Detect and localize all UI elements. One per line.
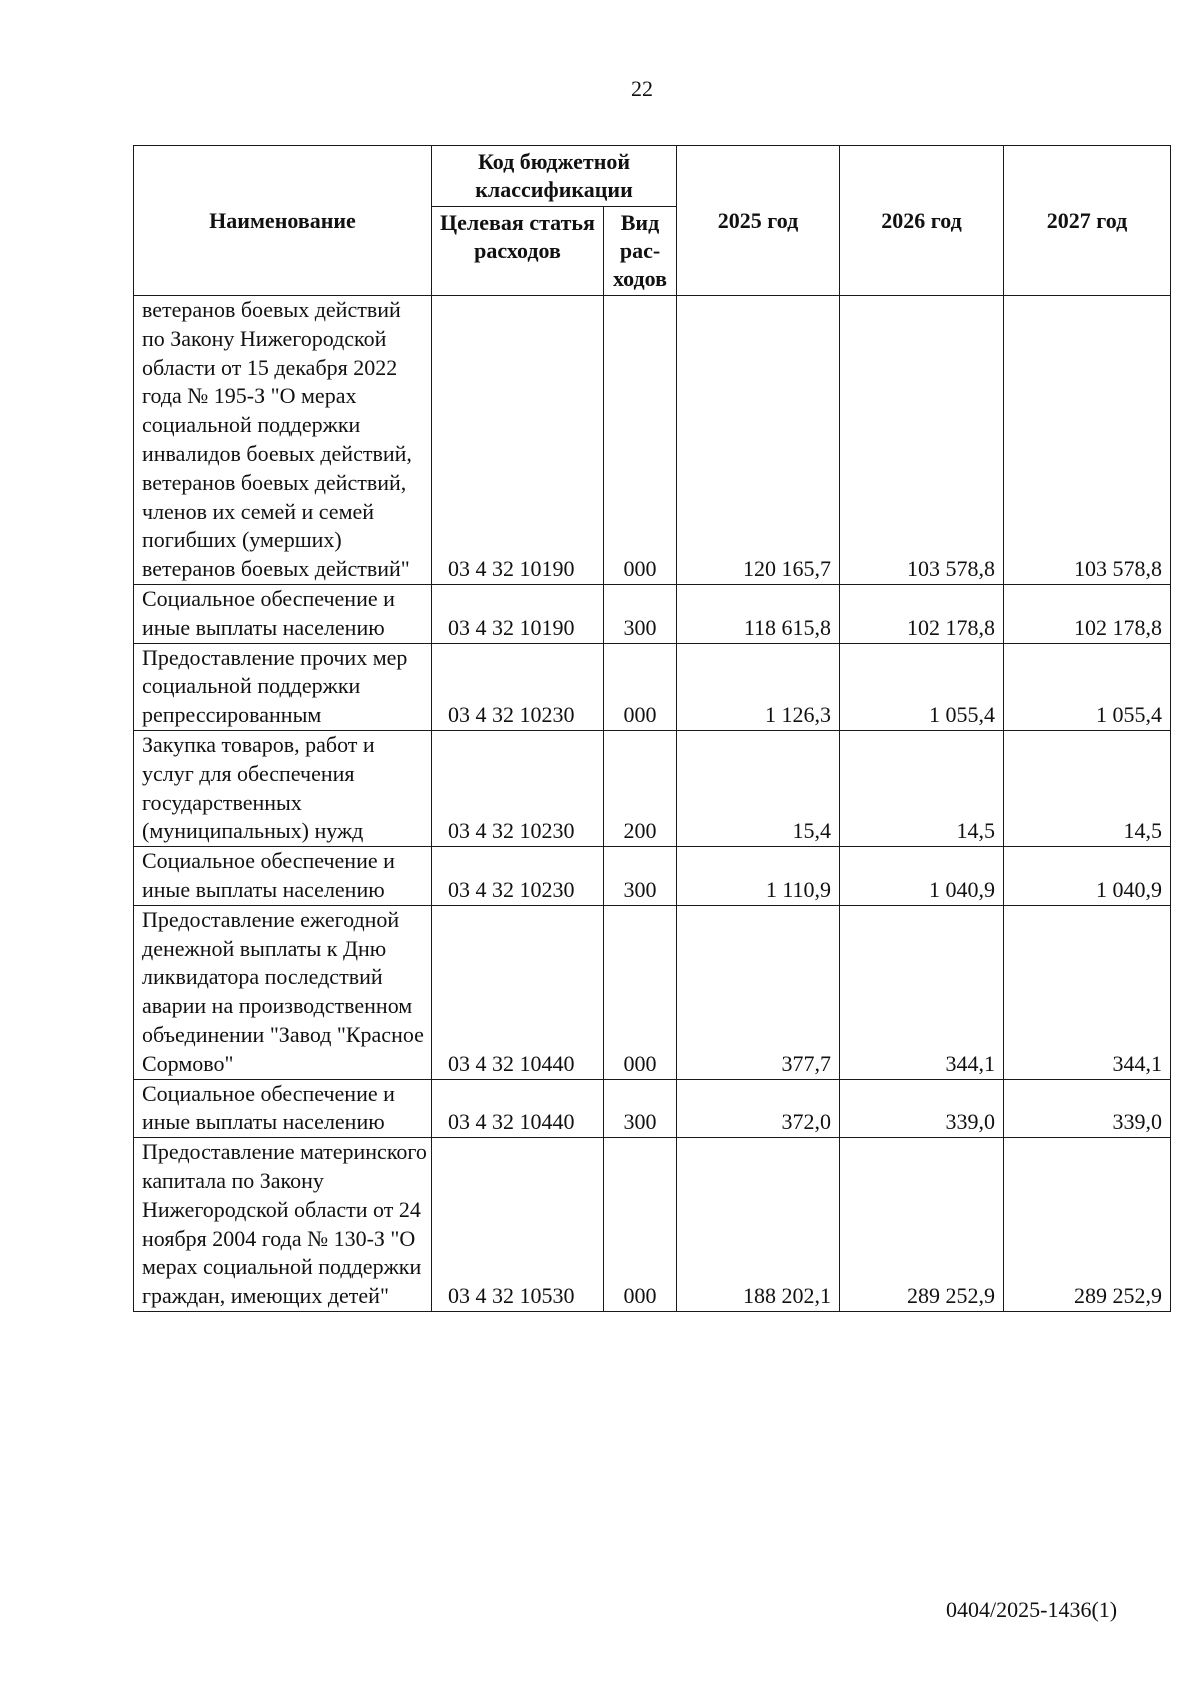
row-value-2026: 289 252,9 [840, 1138, 1004, 1312]
table-header [134, 146, 1171, 296]
row-code: 03 4 32 10230 [432, 643, 604, 730]
page-number: 22 [631, 76, 653, 101]
header-year-2027: 2027 год [1004, 146, 1171, 296]
row-code: 03 4 32 10440 [432, 905, 604, 1079]
document-number: 0404/2025-1436(1) [946, 1597, 1118, 1622]
table-row [134, 730, 1171, 846]
row-value-2027: 1 040,9 [1004, 847, 1171, 906]
header-expense-kind: Вид рас-ходов [604, 207, 677, 296]
row-code: 03 4 32 10530 [432, 1138, 604, 1312]
table-row [134, 1079, 1171, 1138]
row-value-2027: 102 178,8 [1004, 584, 1171, 643]
row-value-2025: 120 165,7 [677, 296, 840, 585]
row-code: 03 4 32 10440 [432, 1079, 604, 1138]
row-code: 03 4 32 10190 [432, 296, 604, 585]
row-code: 03 4 32 10230 [432, 730, 604, 846]
row-value-2026: 103 578,8 [840, 296, 1004, 585]
header-year-2026: 2026 год [840, 146, 1004, 296]
row-code: 03 4 32 10230 [432, 847, 604, 906]
row-kind: 300 [604, 1079, 677, 1138]
row-kind: 000 [604, 296, 677, 585]
header-target-article: Целевая статья расходов [432, 207, 604, 296]
row-value-2026: 1 055,4 [840, 643, 1004, 730]
row-kind: 000 [604, 905, 677, 1079]
table-row [134, 643, 1171, 730]
row-value-2027: 289 252,9 [1004, 1138, 1171, 1312]
row-value-2025: 15,4 [677, 730, 840, 846]
table-row [134, 847, 1171, 906]
row-kind: 200 [604, 730, 677, 846]
row-value-2027: 344,1 [1004, 905, 1171, 1079]
row-value-2025: 372,0 [677, 1079, 840, 1138]
row-name: ветеранов боевых действий по Закону Нижегородской области от 15 декабря 2022 года № 195-З "О мерах социальной поддержки инвалидов боевых действий, ветеранов боевых действий, членов их семей и семей погибших (умерших) ветеранов боевых действий" [134, 296, 432, 585]
row-value-2026: 339,0 [840, 1079, 1004, 1138]
row-value-2027: 1 055,4 [1004, 643, 1171, 730]
row-value-2025: 118 615,8 [677, 584, 840, 643]
row-value-2027: 14,5 [1004, 730, 1171, 846]
header-code-group: Код бюджетной классификации [432, 146, 677, 207]
row-value-2026: 102 178,8 [840, 584, 1004, 643]
row-value-2027: 339,0 [1004, 1079, 1171, 1138]
row-kind: 000 [604, 643, 677, 730]
table-row [134, 584, 1171, 643]
row-name: Предоставление материнского капитала по Закону Нижегородской области от 24 ноября 2004 года № 130-З "О мерах социальной поддержки граждан, имеющих детей" [134, 1138, 432, 1312]
budget-table [133, 145, 1171, 1312]
header-name: Наименование [134, 146, 432, 296]
row-kind: 000 [604, 1138, 677, 1312]
row-value-2025: 1 126,3 [677, 643, 840, 730]
row-name: Предоставление ежегодной денежной выплаты к Дню ликвидатора последствий аварии на производственном объединении "Завод "Красное Сормово" [134, 905, 432, 1079]
table-row [134, 1138, 1171, 1312]
row-name: Предоставление прочих мер социальной поддержки репрессированным [134, 643, 432, 730]
header-year-2025: 2025 год [677, 146, 840, 296]
row-name: Социальное обеспечение и иные выплаты населению [134, 584, 432, 643]
row-name: Закупка товаров, работ и услуг для обеспечения государственных (муниципальных) нужд [134, 730, 432, 846]
row-value-2025: 377,7 [677, 905, 840, 1079]
row-value-2025: 188 202,1 [677, 1138, 840, 1312]
row-code: 03 4 32 10190 [432, 584, 604, 643]
row-value-2027: 103 578,8 [1004, 296, 1171, 585]
row-kind: 300 [604, 584, 677, 643]
table-body [134, 296, 1171, 1312]
row-kind: 300 [604, 847, 677, 906]
table-row [134, 296, 1171, 585]
row-value-2025: 1 110,9 [677, 847, 840, 906]
table-row [134, 905, 1171, 1079]
row-value-2026: 1 040,9 [840, 847, 1004, 906]
row-value-2026: 14,5 [840, 730, 1004, 846]
row-value-2026: 344,1 [840, 905, 1004, 1079]
row-name: Социальное обеспечение и иные выплаты населению [134, 1079, 432, 1138]
row-name: Социальное обеспечение и иные выплаты населению [134, 847, 432, 906]
